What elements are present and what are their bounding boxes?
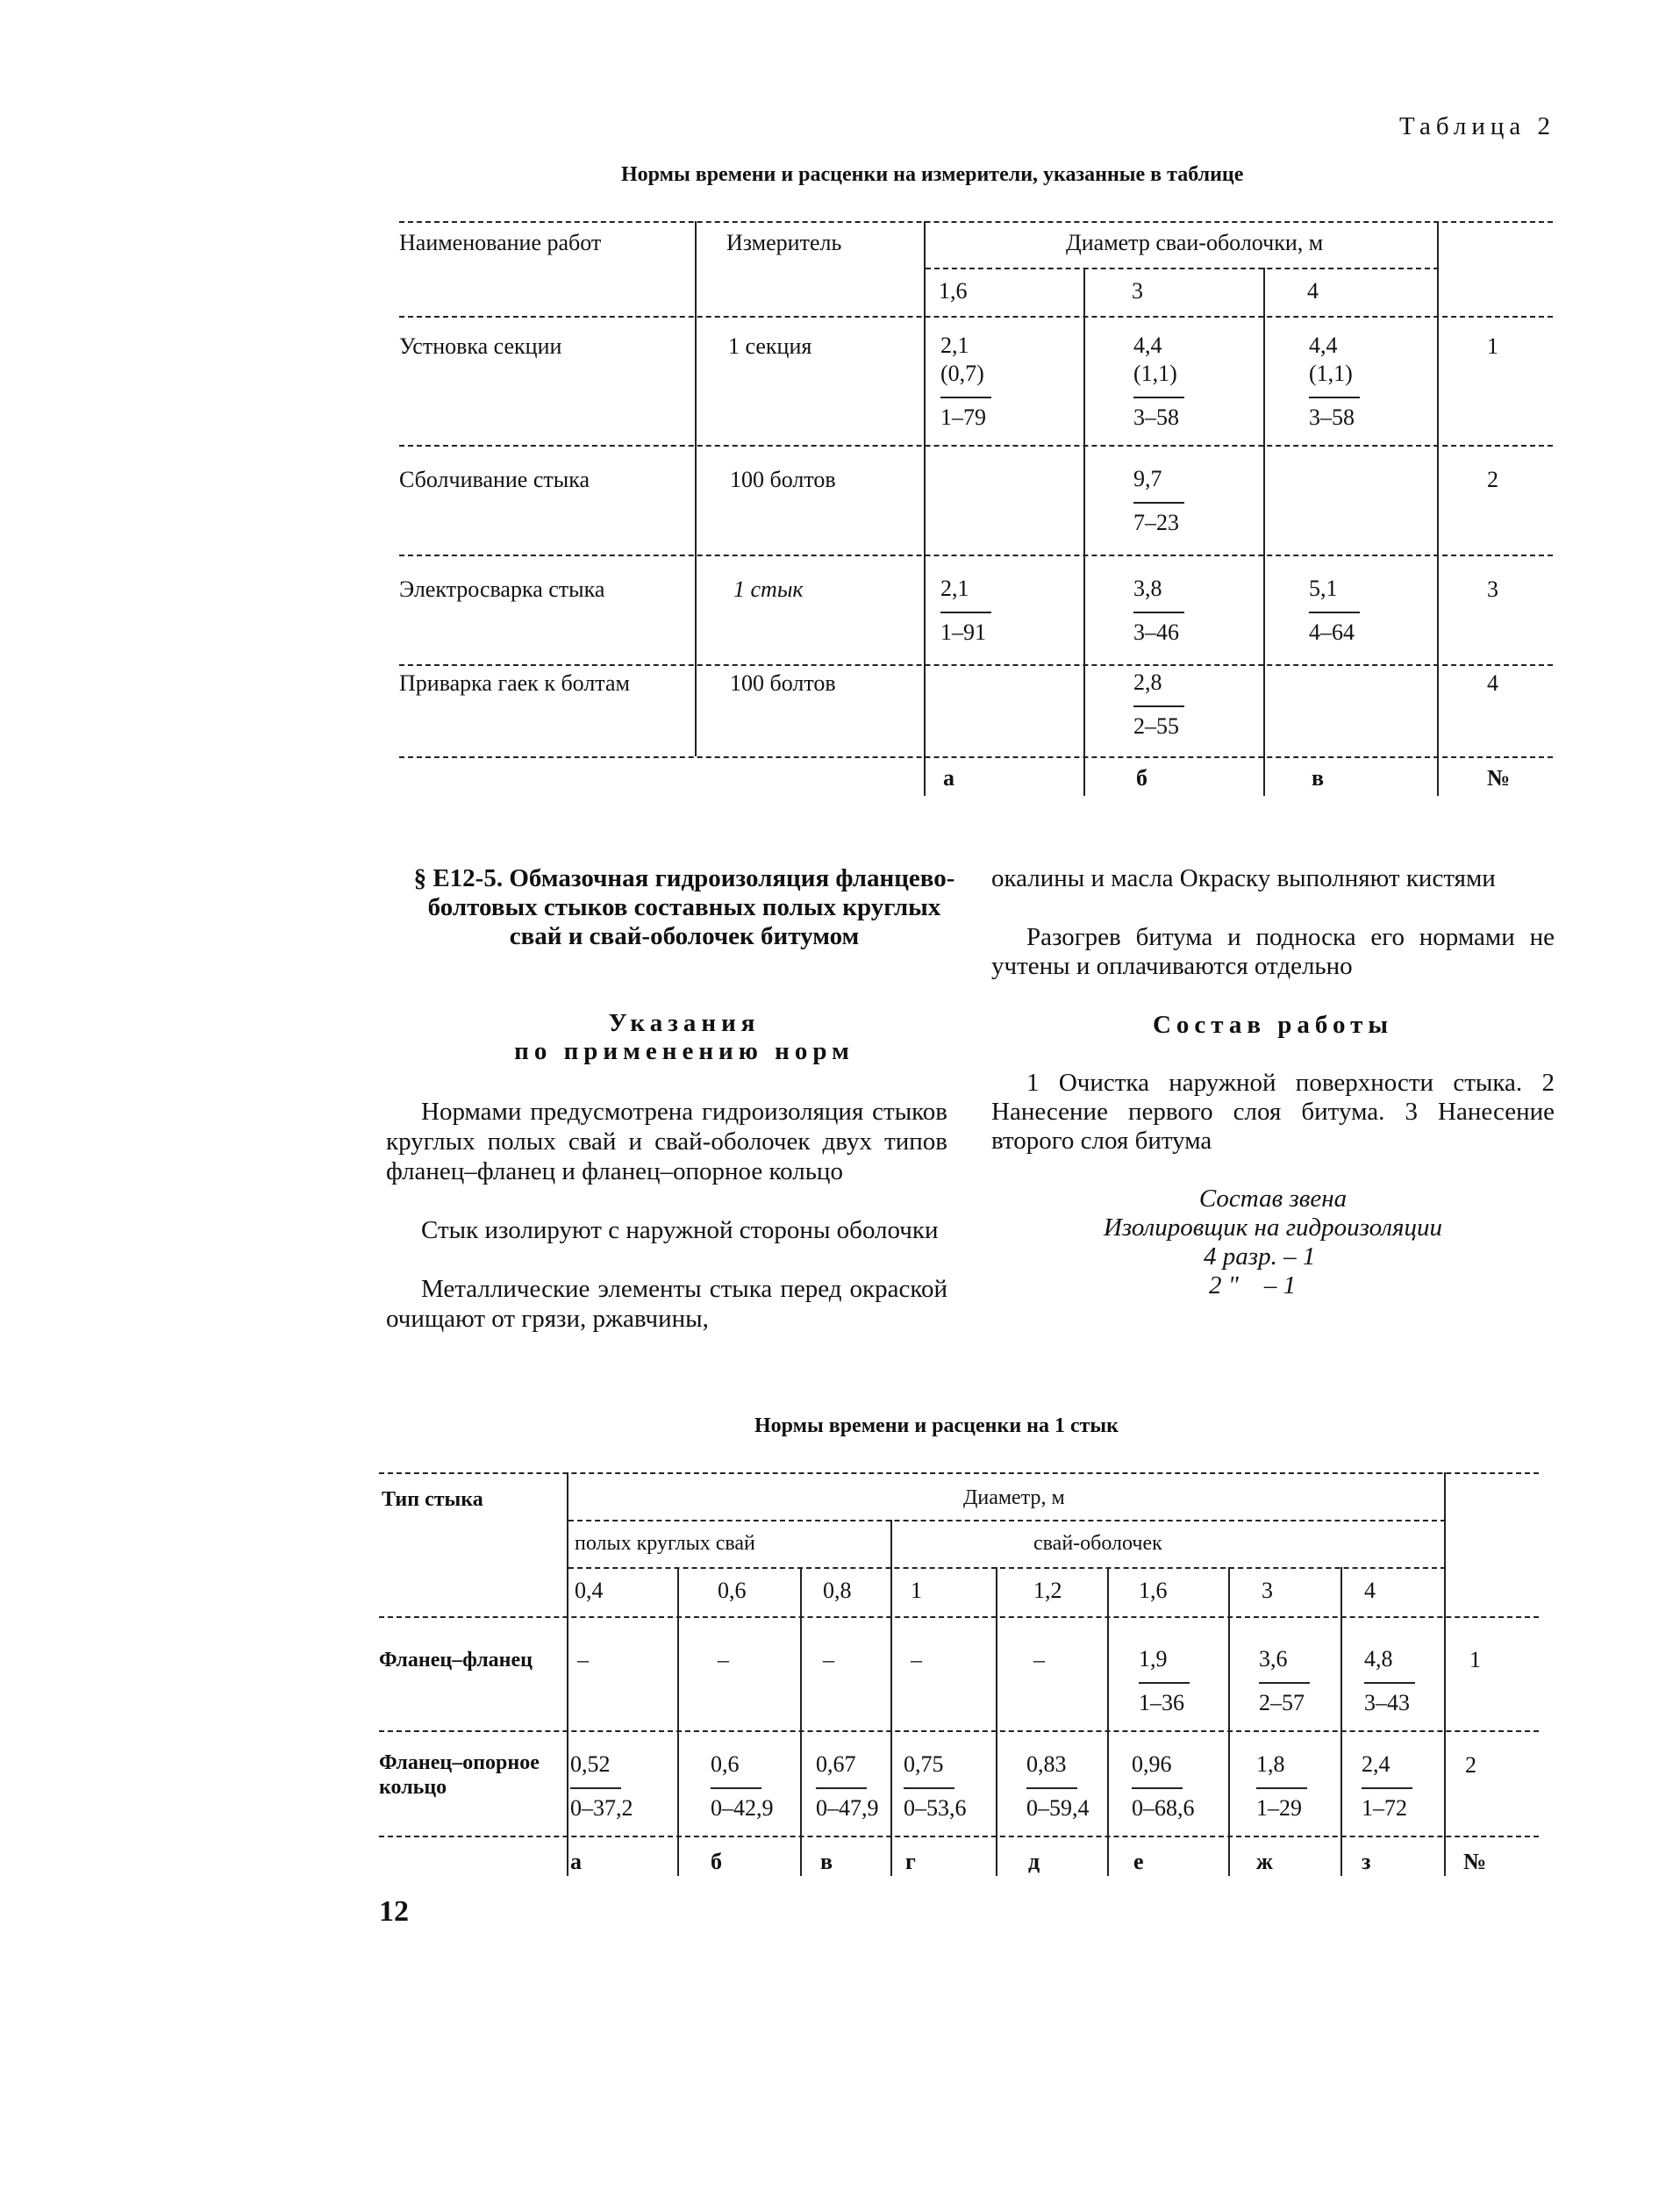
t3-row-1-f: 1,9 1–36 xyxy=(1139,1645,1190,1717)
header-unit: Измеритель xyxy=(726,230,842,255)
t3-diam-1: 0,4 xyxy=(575,1578,604,1603)
t3-row-1-a: – xyxy=(577,1647,589,1672)
t3-row-2-h: 2,4 1–72 xyxy=(1362,1750,1412,1822)
t3-diam-2: 0,6 xyxy=(718,1578,747,1603)
row-3-name: Электросварка стыка xyxy=(399,576,605,602)
row-3-cell-b: 3,8 3–46 xyxy=(1133,575,1184,647)
t3-header-type: Тип стыка xyxy=(382,1488,483,1511)
header-diam-3: 4 xyxy=(1307,278,1319,304)
t3-header-group-1: полых круглых свай xyxy=(575,1532,755,1555)
t3-diam-3: 0,8 xyxy=(823,1578,852,1603)
row-4-name: Приварка гаек к болтам xyxy=(399,670,630,696)
t3-diam-7: 3 xyxy=(1262,1578,1273,1603)
page-number: 12 xyxy=(379,1895,409,1928)
t3-row-1-name: Фланец–фланец xyxy=(379,1649,533,1672)
row-1-num: 1 xyxy=(1487,333,1498,359)
t3-row-2-f: 0,96 0–68,6 xyxy=(1132,1751,1195,1821)
t3-diam-5: 1,2 xyxy=(1033,1578,1062,1603)
t3-footer-h: з xyxy=(1362,1849,1371,1874)
crew-role: Изолировщик на гидроизоляции xyxy=(1103,1213,1443,1242)
header-diam-2: 3 xyxy=(1132,278,1143,304)
t3-footer-a: а xyxy=(570,1849,582,1874)
row-1-cell-b: 4,4 (1,1) 3–58 xyxy=(1133,332,1184,432)
row-4-cell-b: 2,8 2–55 xyxy=(1133,669,1184,741)
t3-footer-c: в xyxy=(820,1849,833,1874)
footer-b: б xyxy=(1136,765,1147,791)
row-1-cell-a: 2,1 (0,7) 1–79 xyxy=(940,332,991,432)
table-3-caption: Нормы времени и расценки на 1 стык xyxy=(754,1414,1119,1437)
t3-footer-d: г xyxy=(905,1849,916,1874)
table-label: Таблица 2 xyxy=(1399,112,1556,140)
t3-row-1-b: – xyxy=(718,1647,729,1672)
para-5: Разогрев битума и подноска его нормами не учтены и оплачиваются отдельно xyxy=(991,923,1555,980)
row-1-name: Устновка секции xyxy=(399,333,562,359)
t3-diam-6: 1,6 xyxy=(1139,1578,1168,1603)
t3-header-diameter: Диаметр, м xyxy=(963,1486,1065,1509)
row-2-name: Сболчивание стыка xyxy=(399,467,590,492)
row-2-cell-b: 9,7 7–23 xyxy=(1133,465,1184,537)
t3-row-2-e: 0,83 0–59,4 xyxy=(1026,1751,1090,1821)
instructions-heading-2: по применению норм xyxy=(514,1037,854,1065)
para-3: Металлические элементы стыка перед окраской очищают от грязи, ржавчины, xyxy=(386,1275,947,1333)
t3-footer-num: № xyxy=(1463,1849,1487,1874)
row-4-num: 4 xyxy=(1487,670,1498,696)
t3-row-1-h: 4,8 3–43 xyxy=(1364,1645,1415,1717)
t3-footer-f: е xyxy=(1133,1849,1144,1874)
t3-diam-8: 4 xyxy=(1364,1578,1376,1603)
crew-heading: Состав звена xyxy=(1198,1185,1348,1213)
t3-footer-b: б xyxy=(711,1849,722,1874)
row-3-cell-a: 2,1 1–91 xyxy=(940,575,991,647)
para-2: Стык изолируют с наружной стороны оболочки xyxy=(421,1216,939,1244)
work-text: 1 Очистка наружной поверхности стыка. 2 Нанесение первого слоя битума. 3 Нанесение второго слоя битума xyxy=(991,1069,1555,1155)
row-3-unit: 1 стык xyxy=(733,576,804,602)
row-3-cell-c: 5,1 4–64 xyxy=(1309,575,1360,647)
row-3-num: 3 xyxy=(1487,576,1498,602)
t3-row-1-c: – xyxy=(823,1647,834,1672)
t3-diam-4: 1 xyxy=(911,1578,922,1603)
section-title: § Е12-5. Обмазочная гидроизоляция фланцево-болтовых стыков составных полых круглых свай и свай-оболочек битумом xyxy=(413,864,955,950)
crew-line-1: 4 разр. – 1 xyxy=(1204,1242,1316,1271)
t3-row-1-d: – xyxy=(911,1647,922,1672)
t3-row-1-e: – xyxy=(1033,1647,1045,1672)
t3-footer-e: д xyxy=(1028,1849,1040,1874)
t3-footer-g: ж xyxy=(1256,1849,1273,1874)
footer-num: № xyxy=(1487,765,1511,791)
t3-row-2-g: 1,8 1–29 xyxy=(1256,1750,1307,1822)
work-heading: Состав работы xyxy=(1152,1011,1394,1039)
t3-row-1-g: 3,6 2–57 xyxy=(1259,1645,1310,1717)
table-caption: Нормы времени и расценки на измерители, указанные в таблице xyxy=(621,163,1244,186)
t3-row-2-a: 0,52 0–37,2 xyxy=(570,1751,633,1821)
crew-line-2: 2 " – 1 xyxy=(1209,1271,1297,1299)
instructions-heading-1: Указания xyxy=(608,1009,761,1037)
header-diam-1: 1,6 xyxy=(939,278,968,304)
footer-c: в xyxy=(1312,765,1325,791)
para-1: Нормами предусмотрена гидроизоляция стыков круглых полых свай и свай-оболочек двух типов фланец–фланец и фланец–опорное кольцо xyxy=(386,1098,947,1185)
row-2-num: 2 xyxy=(1487,467,1498,492)
t3-row-1-num: 1 xyxy=(1469,1647,1481,1672)
header-diameter: Диаметр сваи-оболочки, м xyxy=(1066,230,1324,255)
t3-header-group-2: свай-оболочек xyxy=(1033,1532,1162,1555)
t3-row-2-b: 0,6 0–42,9 xyxy=(711,1751,774,1821)
row-4-unit: 100 болтов xyxy=(730,670,836,696)
t3-row-2-c: 0,67 0–47,9 xyxy=(816,1751,879,1821)
t3-row-2-name: Фланец–опорное кольцо xyxy=(379,1751,540,1799)
row-1-unit: 1 секция xyxy=(728,333,812,359)
t3-row-2-d: 0,75 0–53,6 xyxy=(904,1751,967,1821)
para-4: окалины и масла Окраску выполняют кистями xyxy=(991,864,1496,892)
row-2-unit: 100 болтов xyxy=(730,467,836,492)
header-name: Наименование работ xyxy=(399,230,602,255)
footer-a: а xyxy=(943,765,954,791)
t3-row-2-num: 2 xyxy=(1465,1752,1476,1778)
row-1-cell-c: 4,4 (1,1) 3–58 xyxy=(1309,332,1360,432)
